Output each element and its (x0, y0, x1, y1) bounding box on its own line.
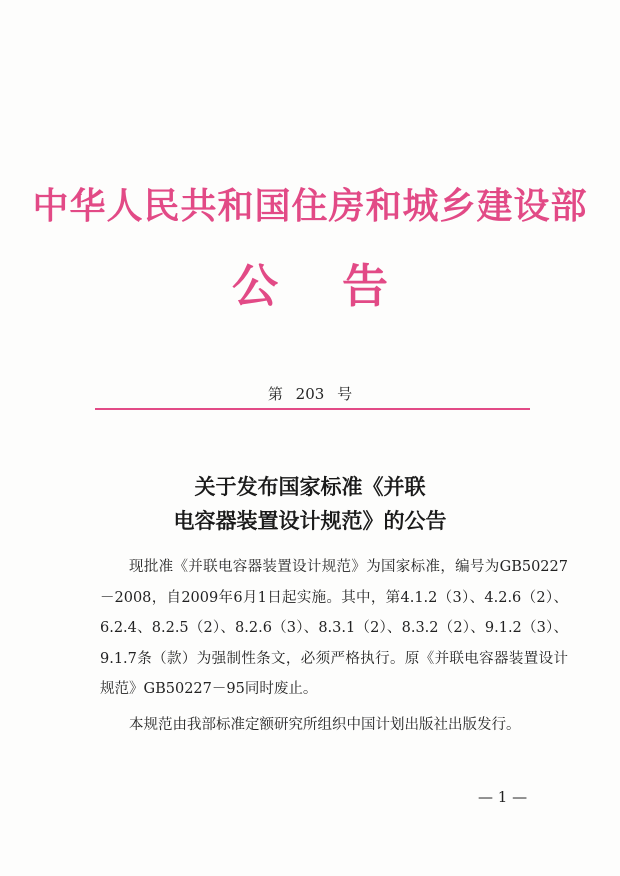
title-line-1: 关于发布国家标准《并联 (194, 474, 426, 499)
page-number: — 1 — (478, 788, 528, 806)
document-title (0, 470, 620, 538)
red-divider-line (95, 408, 530, 410)
body-paragraph-2: 本规范由我部标准定额研究所组织中国计划出版社出版发行。 (129, 716, 521, 733)
notice-heading: 公告 (232, 259, 452, 313)
ministry-name: 中华人民共和国住房和城乡建设部 (32, 185, 588, 227)
body-paragraph-1: 现批准《并联电容器装置设计规范》为国家标准，编号为GB50227－2008，自2009年6月1日起实施。其中，第4.1.2（3）、4.2.6（2）、6.2.4、8.2.5（2）、8.2.6（3）、8.3.1（2）、8.3.2（2）、9.1.2（3）、9.1.7条（款）为强制性条文，必须严格执行。原《并联电容器装置设计规范》GB50227－95同时废止。 (100, 559, 568, 697)
title-line-2: 电容器装置设计规范》的公告 (173, 508, 447, 533)
document-body (100, 552, 568, 740)
notice-number: 第 203 号 (267, 385, 353, 403)
